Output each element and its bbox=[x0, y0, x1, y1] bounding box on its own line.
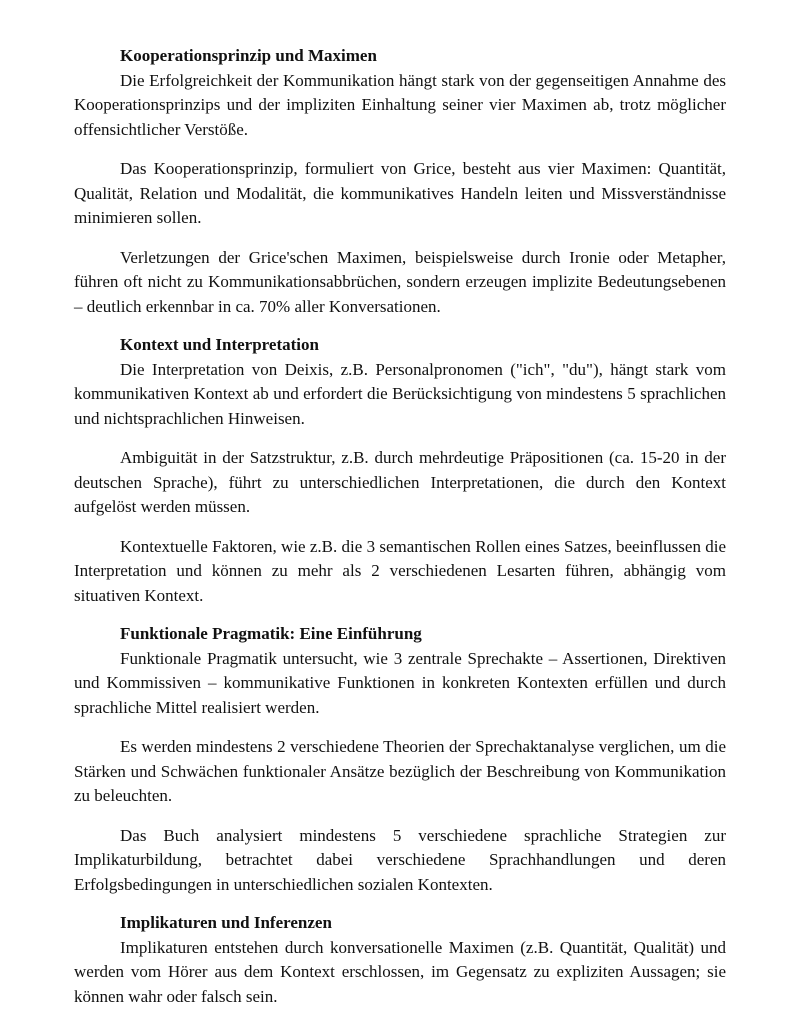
section-heading: Kontext und Interpretation bbox=[120, 335, 319, 354]
section-heading: Funktionale Pragmatik: Eine Einführung bbox=[120, 624, 422, 643]
paragraph: Ambiguität in der Satzstruktur, z.B. durch mehrdeutige Präpositionen (ca. 15-20 in der deutschen Sprache), führt zu unterschiedlichen Interpretationen, die durch den Kontext aufgelöst werden müssen. bbox=[74, 448, 726, 516]
paragraph: Implikaturen entstehen durch konversationelle Maximen (z.B. Quantität, Qualität) und werden vom Hörer aus dem Kontext erschlossen, im Gegensatz zu expliziten Aussagen; sie können wahr oder falsch sein. bbox=[74, 937, 726, 1006]
paragraph: Funktionale Pragmatik untersucht, wie 3 zentrale Sprechakte – Assertionen, Direktiven und Kommissiven – kommunikative Funktionen in konkreten Kontexten erfüllen und durch sprachliche Mittel realisiert werden. bbox=[74, 648, 726, 717]
section-kontext bbox=[74, 333, 726, 608]
document-page bbox=[74, 44, 726, 1009]
section-implikaturen bbox=[74, 911, 726, 1009]
section-kooperationsprinzip bbox=[74, 44, 726, 319]
paragraph: Die Erfolgreichkeit der Kommunikation hängt stark von der gegenseitigen Annahme des Kooperationsprinzips und der impliziten Einhaltung seiner vier Maximen ab, trotz möglicher offensichtlicher Verstöße. bbox=[74, 70, 726, 139]
paragraph: Es werden mindestens 2 verschiedene Theorien der Sprechaktanalyse verglichen, um die Stärken und Schwächen funktionaler Ansätze bezüglich der Beschreibung von Kommunikation zu beleuchten. bbox=[74, 737, 726, 805]
paragraph: Die Interpretation von Deixis, z.B. Personalpronomen ("ich", "du"), hängt stark vom kommunikativen Kontext ab und erfordert die Berücksichtigung von mindestens 5 sprachlichen und nichtsprachlichen Hinweisen. bbox=[74, 359, 726, 428]
paragraph: Verletzungen der Grice'schen Maximen, beispielsweise durch Ironie oder Metapher, führen oft nicht zu Kommunikationsabbrüchen, sondern erzeugen implizite Bedeutungsebenen – deutlich erkennbar in ca. 70% aller Konversationen. bbox=[74, 247, 726, 316]
paragraph: Das Kooperationsprinzip, formuliert von Grice, besteht aus vier Maximen: Quantität, Qualität, Relation und Modalität, die kommunikatives Handeln leiten und Missverständnisse minimieren sollen. bbox=[74, 159, 726, 227]
paragraph: Kontextuelle Faktoren, wie z.B. die 3 semantischen Rollen eines Satzes, beeinflussen die Interpretation und können zu mehr als 2 verschiedenen Lesarten führen, abhängig vom situativen Kontext. bbox=[74, 536, 726, 605]
section-heading: Implikaturen und Inferenzen bbox=[120, 913, 332, 932]
paragraph: Das Buch analysiert mindestens 5 verschiedene sprachliche Strategien zur Implikaturbildung, betrachtet dabei verschiedene Sprachhandlungen und deren Erfolgsbedingungen in unterschiedlichen sozialen Kontexten. bbox=[74, 825, 726, 894]
section-heading: Kooperationsprinzip und Maximen bbox=[120, 46, 377, 65]
section-funktionale-pragmatik bbox=[74, 622, 726, 897]
